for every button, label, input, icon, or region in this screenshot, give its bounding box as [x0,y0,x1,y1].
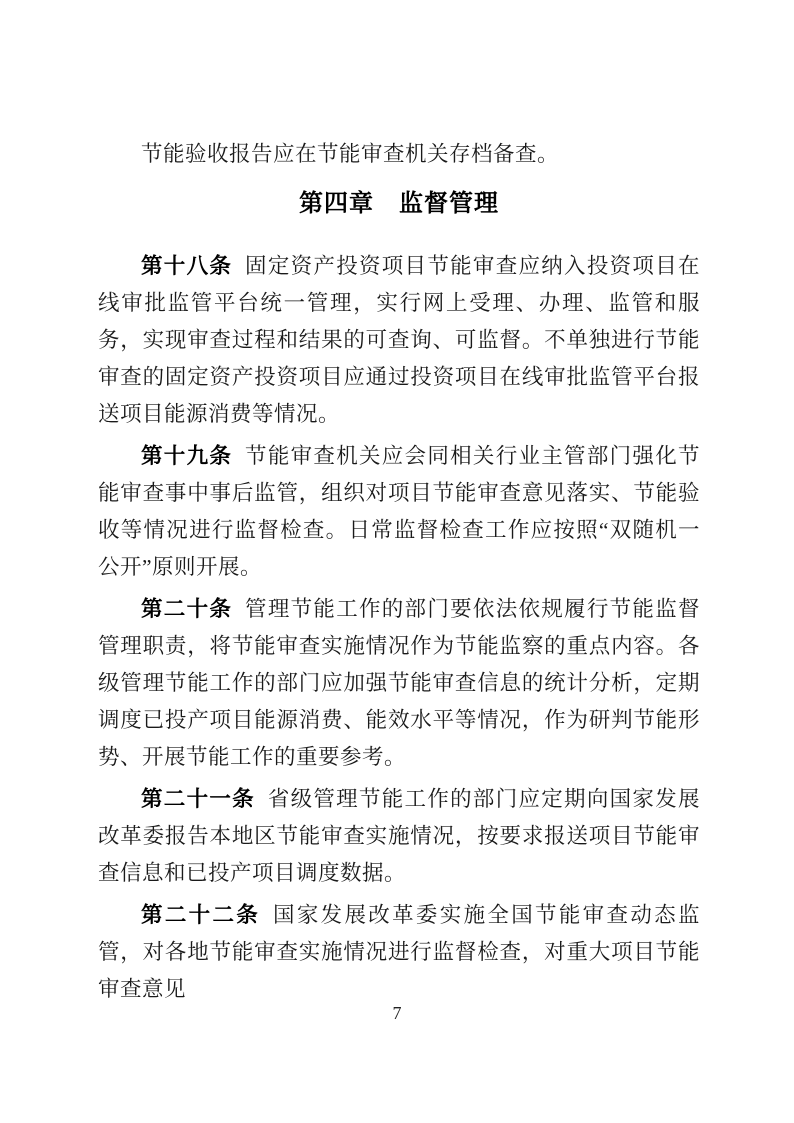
article-text: 省级管理节能工作的部门应定期向国家发展改革委报告本地区节能审查实施情况，按要求报送项目节能审查信息和已投产项目调度数据。 [98,787,700,885]
article-paragraph [98,438,700,586]
article-paragraph [98,248,700,433]
article-text: 节能审查机关应会同相关行业主管部门强化节能审查事中事后监管，组织对项目节能审查意见落实、节能验收等情况进行监督检查。日常监督检查工作应按照“双随机一公开”原则开展。 [98,444,700,579]
paragraph-intro: 节能验收报告应在节能审查机关存档备查。 [141,142,560,166]
article-paragraph [98,781,700,892]
article-label: 第十八条 [141,254,233,278]
article-label: 第二十一条 [141,787,255,811]
article-paragraph [98,897,700,1008]
chapter-heading: 第四章 监督管理 [299,190,499,217]
article-label: 第二十条 [141,597,233,621]
article-label: 第二十二条 [141,903,261,927]
articles-section [98,248,700,1008]
article-text: 国家发展改革委实施全国节能审查动态监管，对各地节能审查实施情况进行监督检查，对重大项目节能审查意见 [98,903,700,1001]
page-number: 7 [392,1003,402,1023]
article-text: 固定资产投资项目节能审查应纳入投资项目在线审批监管平台统一管理，实行网上受理、办理、监管和服务，实现审查过程和结果的可查询、可监督。不单独进行节能审查的固定资产投资项目应通过投资项目在线审批监管平台报送项目能源消费等情况。 [98,254,700,426]
article-paragraph [98,591,700,776]
article-label: 第十九条 [141,444,233,468]
article-text: 管理节能工作的部门要依法依规履行节能监督管理职责，将节能审查实施情况作为节能监察的重点内容。各级管理节能工作的部门应加强节能审查信息的统计分析，定期调度已投产项目能源消费、能效水平等情况，作为研判节能形势、开展节能工作的重要参考。 [98,597,700,769]
